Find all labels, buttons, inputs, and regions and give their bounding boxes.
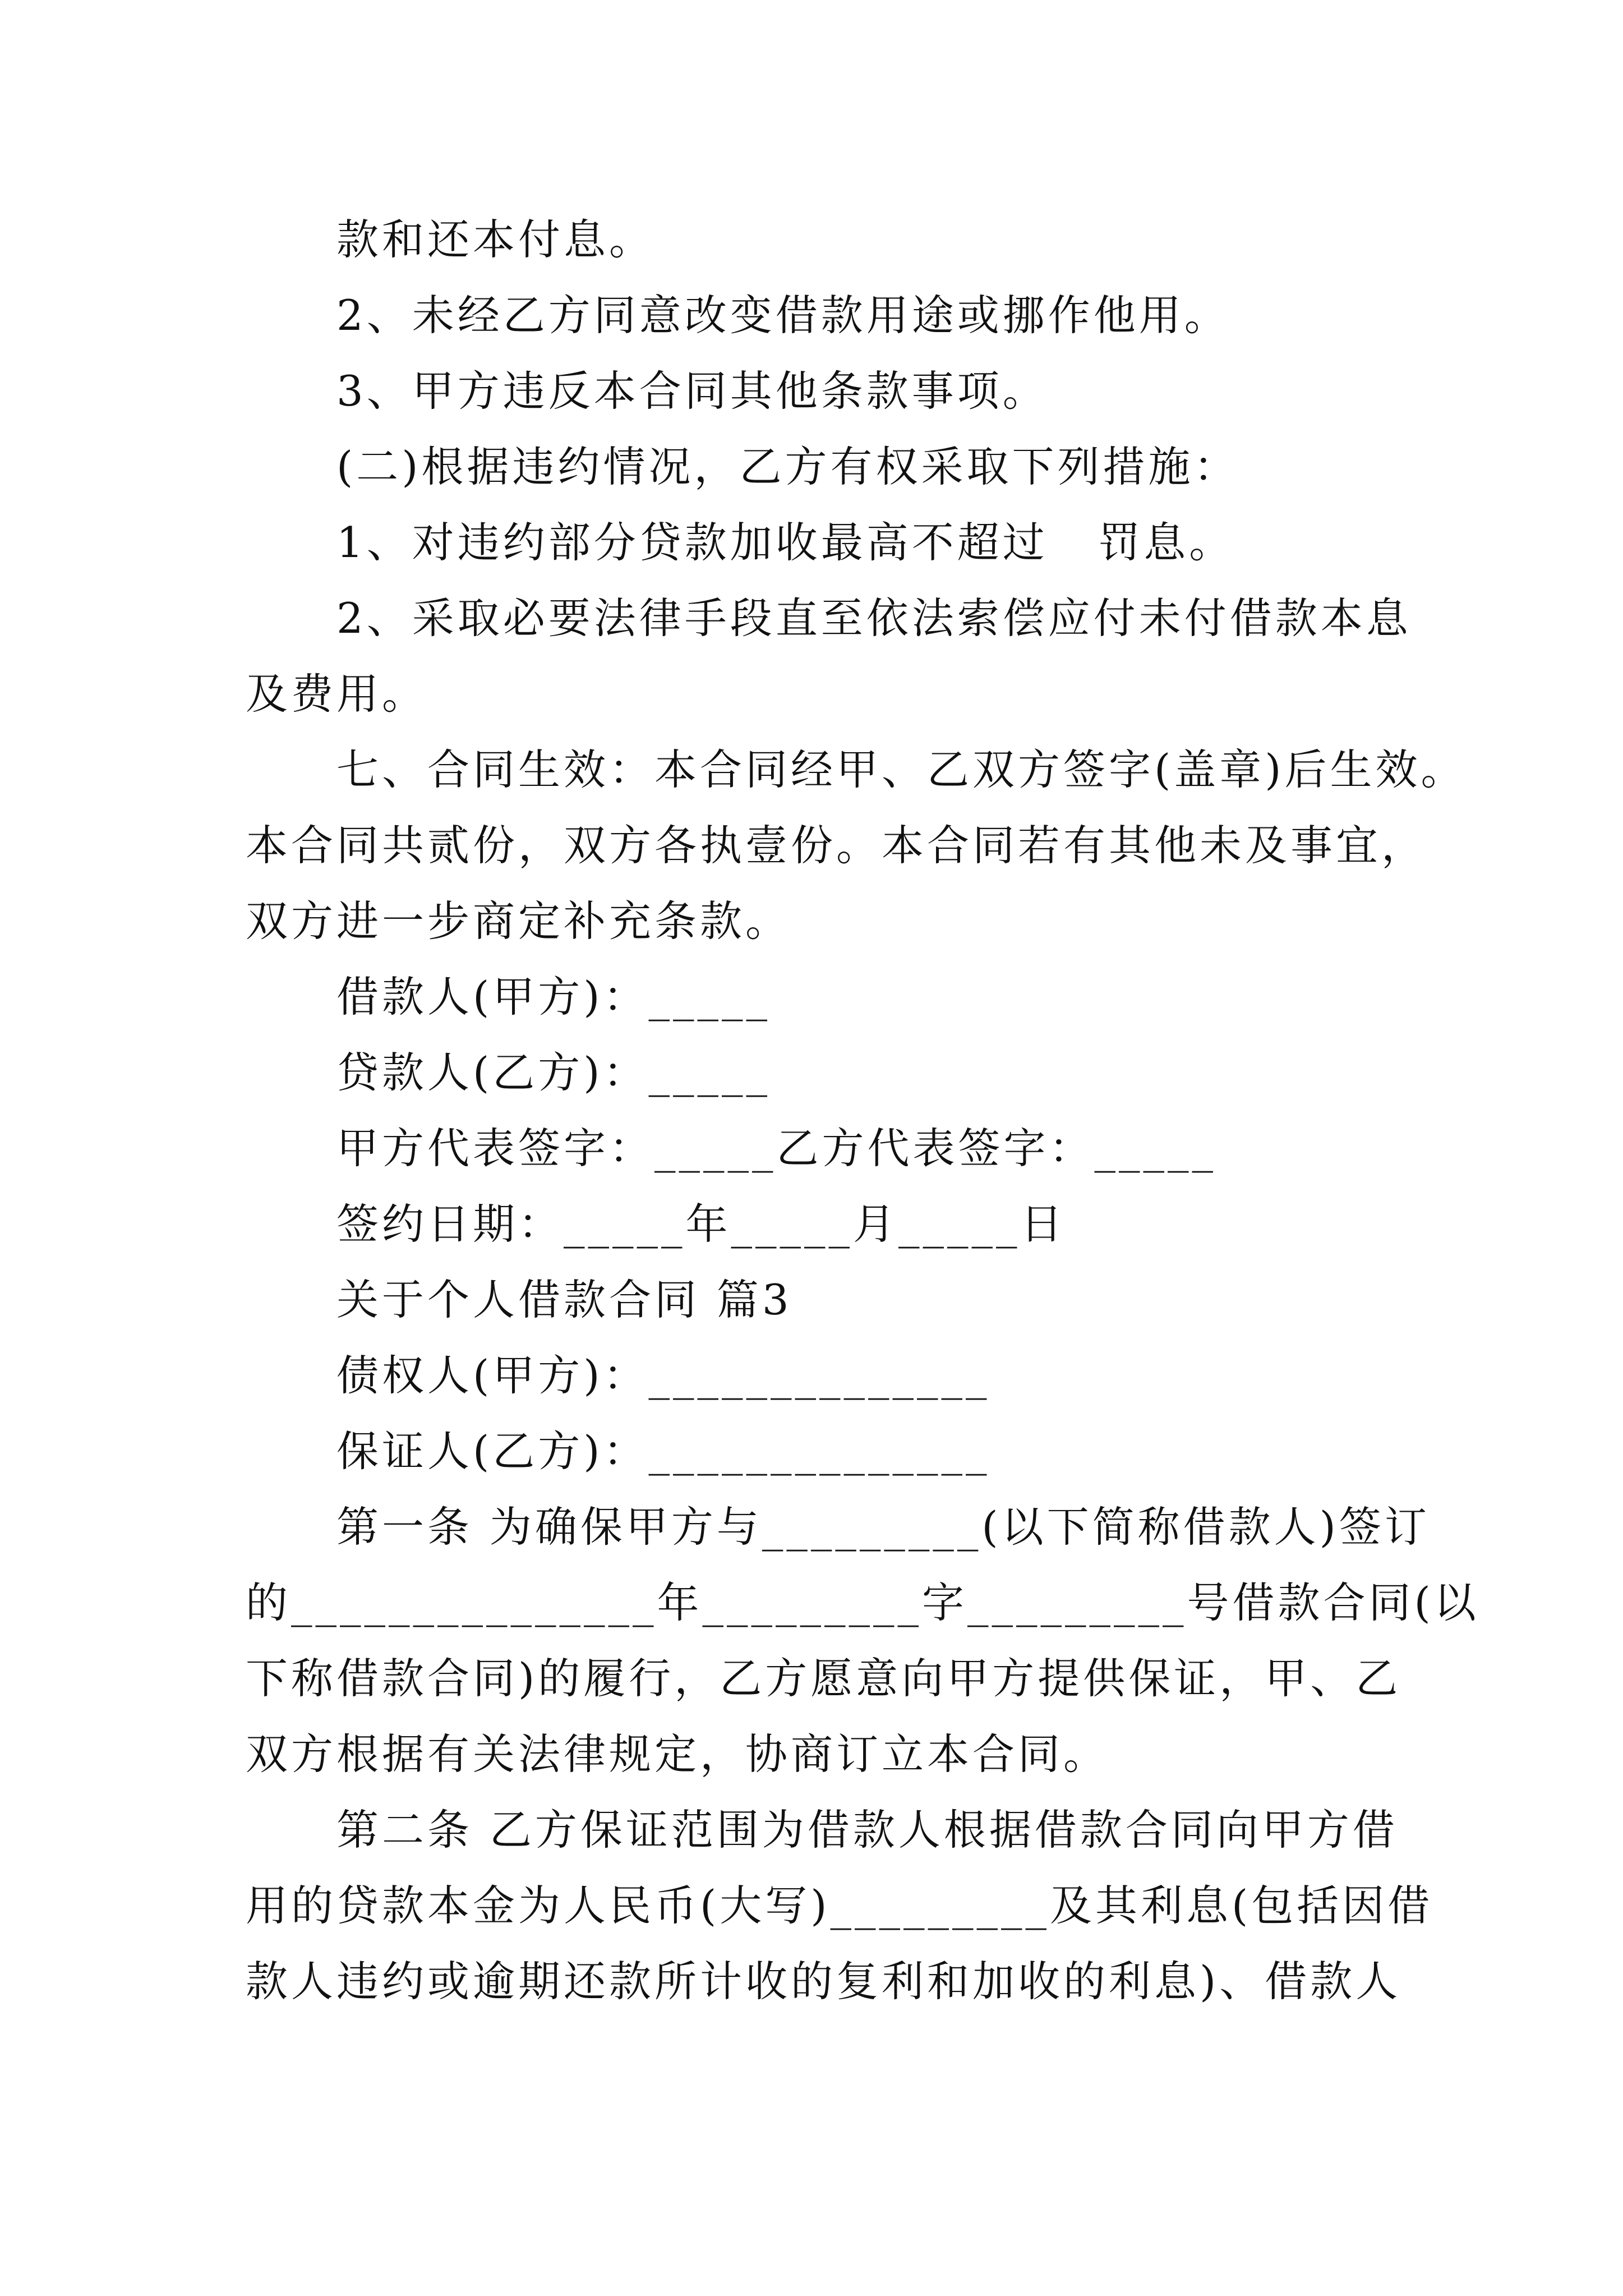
contract-text-body: [246, 202, 1479, 2019]
text-line: 七、合同生效：本合同经甲、乙双方签字(盖章)后生效。: [336, 745, 1467, 794]
borrower-signature-line: 借款人(甲方)：_____: [336, 972, 771, 1022]
text-line: 2、采取必要法律手段直至依法索偿应付未付借款本息: [336, 593, 1412, 643]
signing-date-line: 签约日期：_____年_____月_____日: [336, 1199, 1066, 1249]
text-line: 及费用。: [246, 669, 428, 719]
text-line: 1、对违约部分贷款加收最高不超过 罚息。: [336, 518, 1235, 567]
text-line: 的_______________年_________字_________号借款合同(以: [246, 1578, 1479, 1627]
text-line: 本合同共贰份，双方各执壹份。本合同若有其他未及事宜，: [246, 821, 1427, 870]
text-line: 3、甲方违反本合同其他条款事项。: [336, 366, 1048, 416]
guarantor-line: 保证人(乙方)：______________: [336, 1427, 990, 1476]
lender-signature-line: 贷款人(乙方)：_____: [336, 1048, 771, 1097]
text-line: 下称借款合同)的履行，乙方愿意向甲方提供保证，甲、乙: [246, 1654, 1401, 1703]
text-line: 款人违约或逾期还款所计收的复利和加收的利息)、借款人: [246, 1957, 1401, 2006]
text-line: 双方进一步商定补充条款。: [246, 896, 791, 946]
text-line: 用的贷款本金为人民币(大写)_________及其利息(包括因借: [246, 1881, 1433, 1930]
text-line: 第一条 为确保甲方与_________(以下简称借款人)签订: [336, 1502, 1430, 1552]
text-line: 2、未经乙方同意改变借款用途或挪作他用。: [336, 291, 1230, 340]
text-line: 款和还本付息。: [336, 215, 655, 264]
representative-signature-line: 甲方代表签字：_____乙方代表签字：_____: [336, 1124, 1217, 1173]
text-line: (二)根据违约情况，乙方有权采取下列措施：: [336, 442, 1239, 491]
section-heading: 关于个人借款合同 篇3: [336, 1275, 792, 1324]
text-line: 第二条 乙方保证范围为借款人根据借款合同向甲方借: [336, 1805, 1398, 1855]
text-line: 双方根据有关法律规定，协商订立本合同。: [246, 1729, 1109, 1779]
creditor-line: 债权人(甲方)：______________: [336, 1351, 990, 1400]
